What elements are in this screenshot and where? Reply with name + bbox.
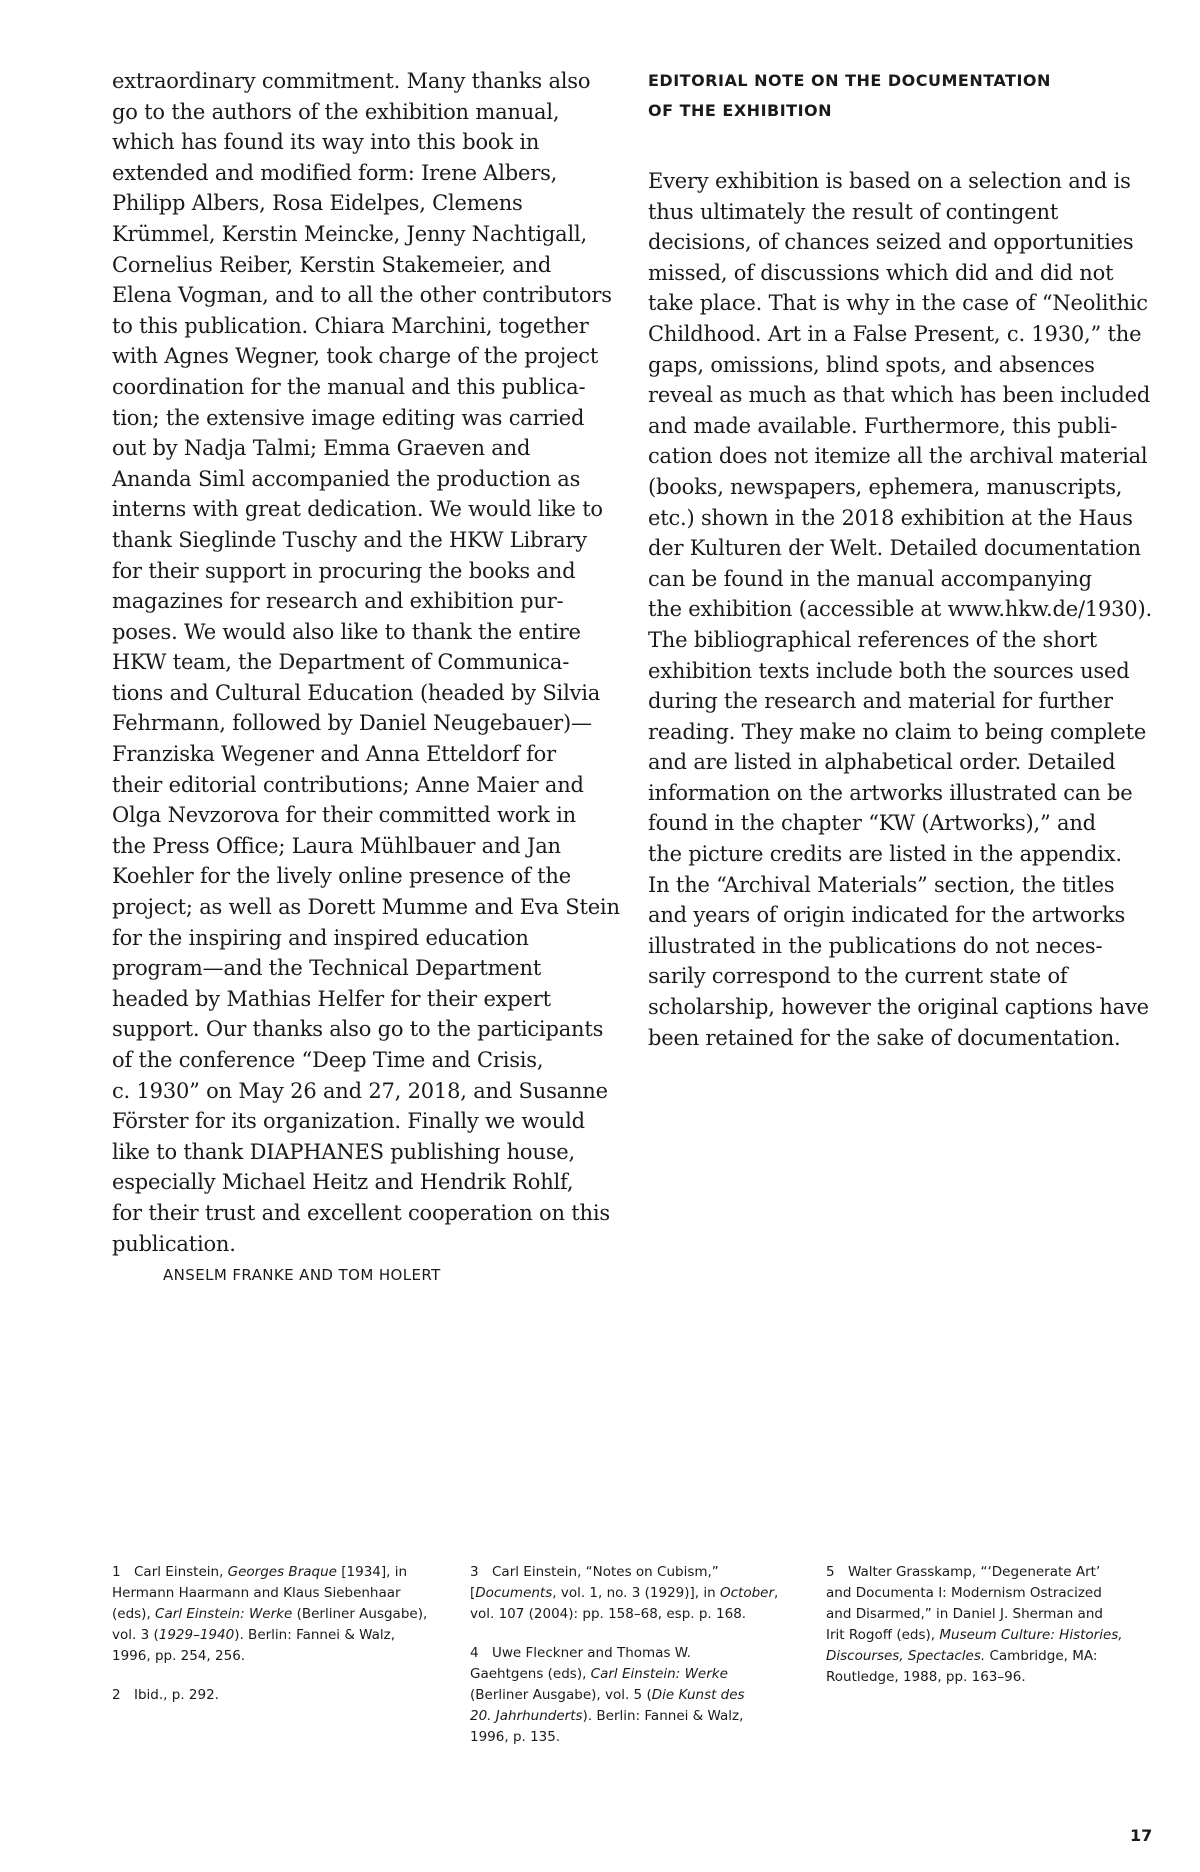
- footnote-italic: Carl Einstein: Werke: [590, 1666, 728, 1682]
- text-line: Childhood. Art in a False Present, c. 1930,” the: [648, 321, 1142, 346]
- footnote: [826, 1562, 1166, 1688]
- footnote-italic: Georges Braque: [227, 1564, 337, 1580]
- text-line: cation does not itemize all the archival material: [648, 444, 1148, 469]
- signature: ANSELM FRANKE AND TOM HOLERT: [163, 1266, 441, 1284]
- text-line: their editorial contributions; Anne Maier and: [112, 772, 584, 797]
- text-line: OF THE EXHIBITION: [648, 101, 833, 120]
- footnote-italic: 20. Jahrhunderts: [470, 1708, 583, 1724]
- footnote-line: vol. 3 (1929–1940). Berlin: Fannei & Walz,: [112, 1627, 396, 1643]
- text-line: coordination for the manual and this publica-: [112, 374, 586, 399]
- text-line: extended and modified form: Irene Albers,: [112, 160, 558, 185]
- footnote-italic: Die Kunst des: [651, 1687, 745, 1703]
- footnote-number: 4: [470, 1645, 479, 1661]
- text-line: to this publication. Chiara Marchini, together: [112, 313, 589, 338]
- footnote-italic: Carl Einstein: Werke: [155, 1606, 293, 1622]
- footnote-line: Hermann Haarmann and Klaus Siebenhaar: [112, 1585, 401, 1601]
- footnote: [470, 1643, 810, 1748]
- footnote-italic: 1929–1940: [158, 1627, 235, 1643]
- text-line: been retained for the sake of documentation.: [648, 1025, 1121, 1050]
- text-line: Elena Vogman, and to all the other contributors: [112, 283, 612, 308]
- footnote-italic: Discourses, Spectacles.: [826, 1648, 986, 1664]
- text-line: Krümmel, Kerstin Meincke, Jenny Nachtigall,: [112, 221, 587, 246]
- text-line: during the research and material for further: [648, 689, 1113, 714]
- text-line: for their trust and excellent cooperation on this: [112, 1200, 610, 1225]
- text-line: HKW team, the Department of Communica-: [112, 650, 570, 675]
- text-line: missed, of discussions which did and did not: [648, 260, 1114, 285]
- section-heading: [648, 66, 1160, 126]
- text-line: can be found in the manual accompanying: [648, 566, 1092, 591]
- text-line: (books, newspapers, ephemera, manuscripts,: [648, 474, 1123, 499]
- footnote-line: Gaehtgens (eds), Carl Einstein: Werke: [470, 1666, 728, 1682]
- text-line: reading. They make no claim to being complete: [648, 719, 1147, 744]
- footnote-number: 1: [112, 1564, 121, 1580]
- text-line: etc.) shown in the 2018 exhibition at the Haus: [648, 505, 1133, 530]
- footnote-number: 2: [112, 1687, 121, 1703]
- text-line: of the conference “Deep Time and Crisis,: [112, 1048, 544, 1072]
- footnote-line: 1996, p. 135.: [470, 1729, 561, 1745]
- text-line: The bibliographical references of the short: [648, 627, 1097, 652]
- text-line: extraordinary commitment. Many thanks also: [112, 69, 591, 93]
- text-line: thus ultimately the result of contingent: [648, 199, 1059, 224]
- footnote-line: Irit Rogoff (eds), Museum Culture: Histories,: [826, 1627, 1123, 1643]
- text-line: EDITORIAL NOTE ON THE DOCUMENTATION: [648, 71, 1051, 90]
- footnote-line: (Berliner Ausgabe), vol. 5 (Die Kunst des: [470, 1687, 745, 1703]
- text-line: Ananda Siml accompanied the production as: [112, 466, 581, 491]
- footnote-line: 2 Ibid., p. 292.: [112, 1685, 452, 1706]
- text-line: especially Michael Heitz and Hendrik Rohlf,: [112, 1170, 574, 1195]
- text-line: go to the authors of the exhibition manual,: [112, 99, 560, 124]
- acknowledgments-text: [112, 66, 624, 1259]
- text-line: poses. We would also like to thank the entire: [112, 619, 581, 644]
- footnote: [112, 1562, 452, 1667]
- page-number: 17: [1130, 1826, 1153, 1845]
- text-line: out by Nadja Talmi; Emma Graeven and: [112, 436, 531, 461]
- text-line: with Agnes Wegner, took charge of the project: [112, 344, 599, 369]
- footnote-line: 20. Jahrhunderts). Berlin: Fannei & Walz,: [470, 1708, 744, 1724]
- text-line: sarily correspond to the current state of: [648, 964, 1068, 989]
- text-line: gaps, omissions, blind spots, and absences: [648, 352, 1095, 377]
- footnote-line: and Documenta I: Modernism Ostracized: [826, 1585, 1102, 1601]
- footnotes-column-3: [826, 1562, 1166, 1706]
- footnote-line: 3 Carl Einstein, “Notes on Cubism,”: [470, 1562, 810, 1583]
- text-line: and years of origin indicated for the artworks: [648, 903, 1126, 928]
- footnote-line: Discourses, Spectacles. Cambridge, MA:: [826, 1648, 1098, 1664]
- text-line: program—and the Technical Department: [112, 956, 542, 981]
- text-line: magazines for research and exhibition pur-: [112, 589, 564, 614]
- editorial-note-text: [648, 166, 1160, 1053]
- text-line: take place. That is why in the case of “Neolithic: [648, 291, 1148, 316]
- text-line: project; as well as Dorett Mumme and Eva Stein: [112, 895, 620, 920]
- footnote-italic: Documents: [475, 1585, 553, 1601]
- footnote-line: 1 Carl Einstein, Georges Braque [1934], in: [112, 1562, 452, 1583]
- text-line: which has found its way into this book in: [112, 130, 540, 155]
- text-line: Every exhibition is based on a selection and is: [648, 169, 1131, 193]
- text-line: Franziska Wegener and Anna Etteldorf for: [112, 742, 556, 767]
- footnote-line: vol. 107 (2004): pp. 158–68, esp. p. 168.: [470, 1606, 747, 1622]
- footnote-line: 5 Walter Grasskamp, “‘Degenerate Art’: [826, 1562, 1166, 1583]
- text-line: tion; the extensive image editing was carried: [112, 405, 585, 430]
- text-line: Olga Nevzorova for their committed work in: [112, 803, 576, 828]
- text-line: Förster for its organization. Finally we would: [112, 1109, 585, 1134]
- text-line: support. Our thanks also go to the participants: [112, 1017, 604, 1042]
- footnote: [470, 1562, 810, 1625]
- footnote-line: 4 Uwe Fleckner and Thomas W.: [470, 1643, 810, 1664]
- footnote-line: 1996, pp. 254, 256.: [112, 1648, 246, 1664]
- text-line: thank Sieglinde Tuschy and the HKW Library: [112, 527, 587, 552]
- text-line: publication.: [112, 1231, 236, 1256]
- editorial-note-column: [648, 66, 1160, 1053]
- text-line: and made available. Furthermore, this publi-: [648, 413, 1118, 438]
- footnote-line: [Documents, vol. 1, no. 3 (1929)], in October,: [470, 1585, 779, 1601]
- text-line: information on the artworks illustrated can be: [648, 780, 1133, 805]
- text-line: Cornelius Reiber, Kerstin Stakemeier, and: [112, 252, 552, 277]
- footnote-line: and Disarmed,” in Daniel J. Sherman and: [826, 1606, 1103, 1622]
- text-line: tions and Cultural Education (headed by Silvia: [112, 680, 601, 705]
- text-line: and are listed in alphabetical order. Detailed: [648, 750, 1116, 775]
- text-line: Fehrmann, followed by Daniel Neugebauer)—: [112, 711, 592, 736]
- footnotes-column-1: [112, 1562, 452, 1724]
- footnotes-column-2: [470, 1562, 810, 1766]
- text-line: der Kulturen der Welt. Detailed documentation: [648, 536, 1141, 561]
- text-line: Koehler for the lively online presence of the: [112, 864, 571, 889]
- text-line: the Press Office; Laura Mühlbauer and Jan: [112, 833, 561, 858]
- text-line: found in the chapter “KW (Artworks),” and: [648, 811, 1096, 836]
- acknowledgments-column: [112, 66, 624, 1259]
- text-line: exhibition texts include both the sources used: [648, 658, 1130, 683]
- footnote-line: Routledge, 1988, pp. 163–96.: [826, 1669, 1026, 1685]
- text-line: for the inspiring and inspired education: [112, 925, 529, 950]
- text-line: decisions, of chances seized and opportunities: [648, 230, 1134, 255]
- text-line: interns with great dedication. We would like to: [112, 497, 603, 522]
- text-line: headed by Mathias Helfer for their expert: [112, 986, 551, 1011]
- text-line: In the “Archival Materials” section, the titles: [648, 872, 1115, 897]
- text-line: scholarship, however the original captions have: [648, 995, 1149, 1020]
- footnote: [112, 1685, 452, 1706]
- footnote-italic: October: [719, 1585, 775, 1601]
- text-line: c. 1930” on May 26 and 27, 2018, and Susanne: [112, 1078, 608, 1103]
- text-line: reveal as much as that which has been included: [648, 383, 1151, 408]
- text-line: the picture credits are listed in the appendix.: [648, 842, 1122, 867]
- footnote-italic: Museum Culture: Histories,: [939, 1627, 1123, 1643]
- footnote-line: (eds), Carl Einstein: Werke (Berliner Ausgabe),: [112, 1606, 428, 1622]
- footnote-number: 3: [470, 1564, 479, 1580]
- text-line: illustrated in the publications do not neces-: [648, 933, 1103, 958]
- text-line: the exhibition (accessible at www.hkw.de/1930).: [648, 597, 1152, 622]
- text-line: like to thank DIAPHANES publishing house,: [112, 1139, 575, 1164]
- footnote-number: 5: [826, 1564, 835, 1580]
- text-line: Philipp Albers, Rosa Eidelpes, Clemens: [112, 191, 523, 216]
- text-line: for their support in procuring the books and: [112, 558, 576, 583]
